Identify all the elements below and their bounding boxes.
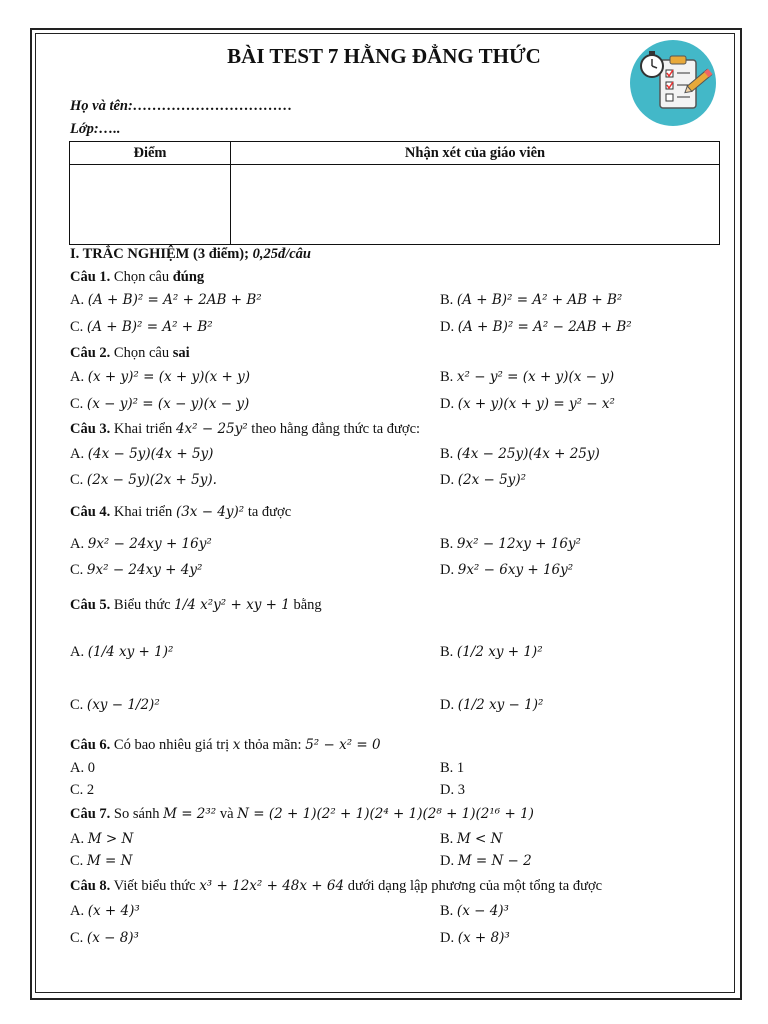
q7-option-d: D. M = N − 2 — [440, 853, 532, 869]
score-cell — [70, 165, 231, 245]
section-heading: I. TRẮC NGHIỆM (3 điểm); 0,25đ/câu — [70, 246, 311, 262]
q6-stem: Câu 6. Có bao nhiêu giá trị x thỏa mãn: 5² − x² = 0 — [70, 737, 381, 753]
q7-option-b: B. M < N — [440, 831, 503, 847]
q5-option-c: C. (xy − 1/2)² — [70, 697, 160, 713]
q5-option-d: D. (1/2 xy − 1)² — [440, 697, 544, 713]
q2-option-c: C. (x − y)² = (x − y)(x − y) — [70, 396, 250, 412]
q8-option-a: A. (x + 4)³ — [70, 903, 140, 919]
student-name-label: Họ và tên:…………………………… — [70, 98, 293, 114]
q7-option-a: A. M > N — [70, 831, 134, 847]
q1-option-b: B. (A + B)² = A² + AB + B² — [440, 292, 623, 308]
q5-option-b: B. (1/2 xy + 1)² — [440, 644, 543, 660]
q8-stem: Câu 8. Viết biểu thức x³ + 12x² + 48x + 64 dưới dạng lập phương của một tổng ta được — [70, 878, 603, 894]
q4-option-d: D. 9x² − 6xy + 16y² — [440, 562, 574, 578]
q1-stem: Câu 1. Chọn câu đúng — [70, 269, 205, 285]
q8-option-b: B. (x − 4)³ — [440, 903, 509, 919]
q2-option-d: D. (x + y)(x + y) = y² − x² — [440, 396, 615, 412]
q2-stem: Câu 2. Chọn câu sai — [70, 345, 190, 361]
q2-option-b: B. x² − y² = (x + y)(x − y) — [440, 369, 615, 385]
score-table — [69, 141, 720, 245]
comment-cell — [231, 165, 720, 245]
q3-option-c: C. (2x − 5y)(2x + 5y). — [70, 472, 217, 488]
quiz-clipboard-icon — [630, 40, 716, 126]
q1-option-a: A. (A + B)² = A² + 2AB + B² — [70, 292, 262, 308]
page-title: BÀI TEST 7 HẰNG ĐẲNG THỨC — [227, 44, 541, 68]
score-header: Điểm — [70, 142, 231, 165]
q3-option-a: A. (4x − 5y)(4x + 5y) — [70, 446, 214, 462]
q4-option-a: A. 9x² − 24xy + 16y² — [70, 536, 212, 552]
q7-option-c: C. M = N — [70, 853, 133, 869]
q8-option-d: D. (x + 8)³ — [440, 930, 510, 946]
q6-option-c: C. 2 — [70, 782, 95, 798]
q3-option-b: B. (4x − 25y)(4x + 25y) — [440, 446, 600, 462]
comment-header: Nhận xét của giáo viên — [231, 142, 720, 165]
q8-option-c: C. (x − 8)³ — [70, 930, 139, 946]
q7-stem: Câu 7. So sánh M = 2³² và N = (2 + 1)(2² + 1)(2⁴ + 1)(2⁸ + 1)(2¹⁶ + 1) — [70, 806, 534, 822]
q4-option-c: C. 9x² − 24xy + 4y² — [70, 562, 203, 578]
q1-option-c: C. (A + B)² = A² + B² — [70, 319, 213, 335]
q1-option-d: D. (A + B)² = A² − 2AB + B² — [440, 319, 632, 335]
q2-option-a: A. (x + y)² = (x + y)(x + y) — [70, 369, 251, 385]
q3-option-d: D. (2x − 5y)² — [440, 472, 526, 488]
q3-stem: Câu 3. Khai triển 4x² − 25y² theo hằng đẳng thức ta được: — [70, 421, 421, 437]
q5-option-a: A. (1/4 xy + 1)² — [70, 644, 174, 660]
q4-option-b: B. 9x² − 12xy + 16y² — [440, 536, 581, 552]
q6-option-d: D. 3 — [440, 782, 465, 798]
q5-stem: Câu 5. Biểu thức 1/4 x²y² + xy + 1 bằng — [70, 597, 322, 613]
q6-option-a: A. 0 — [70, 760, 95, 776]
student-class-label: Lớp:….. — [70, 121, 121, 137]
q6-option-b: B. 1 — [440, 760, 465, 776]
q4-stem: Câu 4. Khai triển (3x − 4y)² ta được — [70, 504, 292, 520]
